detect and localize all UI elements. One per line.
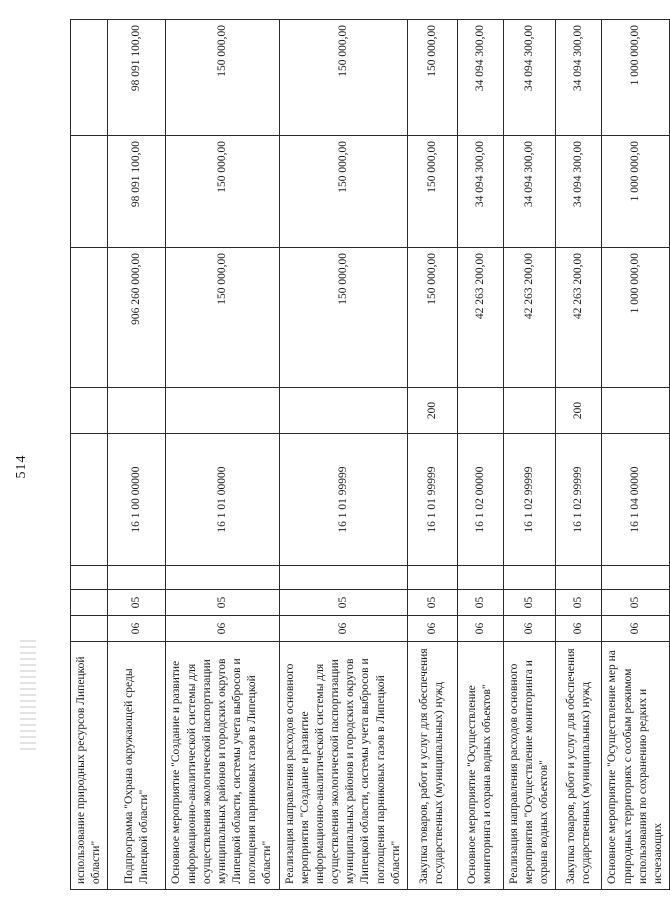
subsection-code (166, 566, 279, 590)
expense-type-code (108, 388, 166, 434)
section-code: 05 (166, 590, 279, 616)
section-code: 05 (457, 590, 503, 616)
ministry-code: 06 (108, 616, 166, 642)
subsection-code (407, 566, 457, 590)
sum-2020: 150 000,00 (166, 20, 279, 136)
section-code (71, 590, 108, 616)
subsection-code (602, 566, 670, 590)
ministry-code: 06 (279, 616, 407, 642)
sum-2019: 34 094 300,00 (556, 136, 602, 248)
table-row (407, 20, 457, 890)
sum-2018: 42 263 200,00 (556, 248, 602, 388)
subsection-code (279, 566, 407, 590)
ministry-code: 06 (556, 616, 602, 642)
target-code: 16 1 01 99999 (407, 434, 457, 566)
sum-2018: 1 000 000,00 (602, 248, 670, 388)
page-number: 514 (14, 454, 29, 479)
target-code: 16 1 04 00000 (602, 434, 670, 566)
sum-2018: 906 260 000,00 (108, 248, 166, 388)
subsection-code (503, 566, 556, 590)
table-row (457, 20, 503, 890)
table-row (71, 20, 108, 890)
sum-2018: 150 000,00 (407, 248, 457, 388)
table-row (556, 20, 602, 890)
sum-2020: 150 000,00 (407, 20, 457, 136)
expense-type-code (166, 388, 279, 434)
section-code: 05 (556, 590, 602, 616)
row-name: Закупка товаров, работ и услуг для обеспечения государственных (муниципальных) нужд (407, 642, 457, 890)
sum-2018 (71, 248, 108, 388)
row-name: использование природных ресурсов Липецкой области" (71, 642, 108, 890)
subsection-code (556, 566, 602, 590)
scan-artifact (20, 640, 36, 750)
section-code: 05 (279, 590, 407, 616)
expense-type-code (279, 388, 407, 434)
expense-type-code (602, 388, 670, 434)
ministry-code: 06 (166, 616, 279, 642)
sum-2020: 150 000,00 (279, 20, 407, 136)
sum-2020: 34 094 300,00 (503, 20, 556, 136)
ministry-code: 06 (602, 616, 670, 642)
sum-2018: 42 263 200,00 (503, 248, 556, 388)
target-code: 16 1 01 99999 (279, 434, 407, 566)
section-code: 05 (407, 590, 457, 616)
subsection-code (108, 566, 166, 590)
sum-2019: 150 000,00 (279, 136, 407, 248)
section-code: 05 (108, 590, 166, 616)
row-name: Подпрограмма "Охрана окружающей среды Липецкой области" (108, 642, 166, 890)
expense-type-code (503, 388, 556, 434)
ministry-code: 06 (407, 616, 457, 642)
sum-2018: 150 000,00 (279, 248, 407, 388)
subsection-code (457, 566, 503, 590)
sum-2020: 1 000 000,00 (602, 20, 670, 136)
sum-2020: 34 094 300,00 (556, 20, 602, 136)
row-name: Основное мероприятие "Создание и развитие информационно-аналитической системы для осуществления экологической паспортизации муниципальных районов и городских округов Липецкой области, системы учета выбросов и поглощения парниковых газов в Липецкой области" (166, 642, 279, 890)
sum-2019: 98 091 100,00 (108, 136, 166, 248)
section-code: 05 (602, 590, 670, 616)
target-code: 16 1 02 99999 (556, 434, 602, 566)
target-code: 16 1 01 00000 (166, 434, 279, 566)
section-code: 05 (503, 590, 556, 616)
table-row (108, 20, 166, 890)
row-name: Реализация направления расходов основного мероприятия "Создание и развитие информационно-аналитической системы для осуществления экологической паспортизации муниципальных районов и городских округов Липецкой области, системы учета выбросов и поглощения парниковых газов в Липецкой области" (279, 642, 407, 890)
expense-type-code (71, 388, 108, 434)
table-row (279, 20, 407, 890)
sum-2018: 150 000,00 (166, 248, 279, 388)
table-row (166, 20, 279, 890)
sum-2020: 34 094 300,00 (457, 20, 503, 136)
sum-2020 (71, 20, 108, 136)
table-body (71, 20, 670, 890)
sum-2019: 1 000 000,00 (602, 136, 670, 248)
row-name: Основное мероприятие "Осуществление мер на природных территориях с особым режимом использования по сохранению редких и исчезающих (602, 642, 670, 890)
sum-2020: 98 091 100,00 (108, 20, 166, 136)
sum-2018: 42 263 200,00 (457, 248, 503, 388)
target-code (71, 434, 108, 566)
sum-2019: 34 094 300,00 (503, 136, 556, 248)
budget-table (70, 19, 670, 890)
sum-2019 (71, 136, 108, 248)
expense-type-code (457, 388, 503, 434)
target-code: 16 1 02 99999 (503, 434, 556, 566)
ministry-code (71, 616, 108, 642)
ministry-code: 06 (457, 616, 503, 642)
expense-type-code: 200 (556, 388, 602, 434)
target-code: 16 1 00 00000 (108, 434, 166, 566)
row-name: Закупка товаров, работ и услуг для обеспечения государственных (муниципальных) нужд (556, 642, 602, 890)
table-row (503, 20, 556, 890)
sum-2019: 150 000,00 (407, 136, 457, 248)
subsection-code (71, 566, 108, 590)
table-row (602, 20, 670, 890)
ministry-code: 06 (503, 616, 556, 642)
expense-type-code: 200 (407, 388, 457, 434)
sum-2019: 34 094 300,00 (457, 136, 503, 248)
sum-2019: 150 000,00 (166, 136, 279, 248)
row-name: Основное мероприятие "Осуществление мониторинга и охрана водных объектов" (457, 642, 503, 890)
rotated-table-container (70, 20, 664, 890)
row-name: Реализация направления расходов основного мероприятия "Осуществление мониторинга и охрана водных объектов" (503, 642, 556, 890)
target-code: 16 1 02 00000 (457, 434, 503, 566)
